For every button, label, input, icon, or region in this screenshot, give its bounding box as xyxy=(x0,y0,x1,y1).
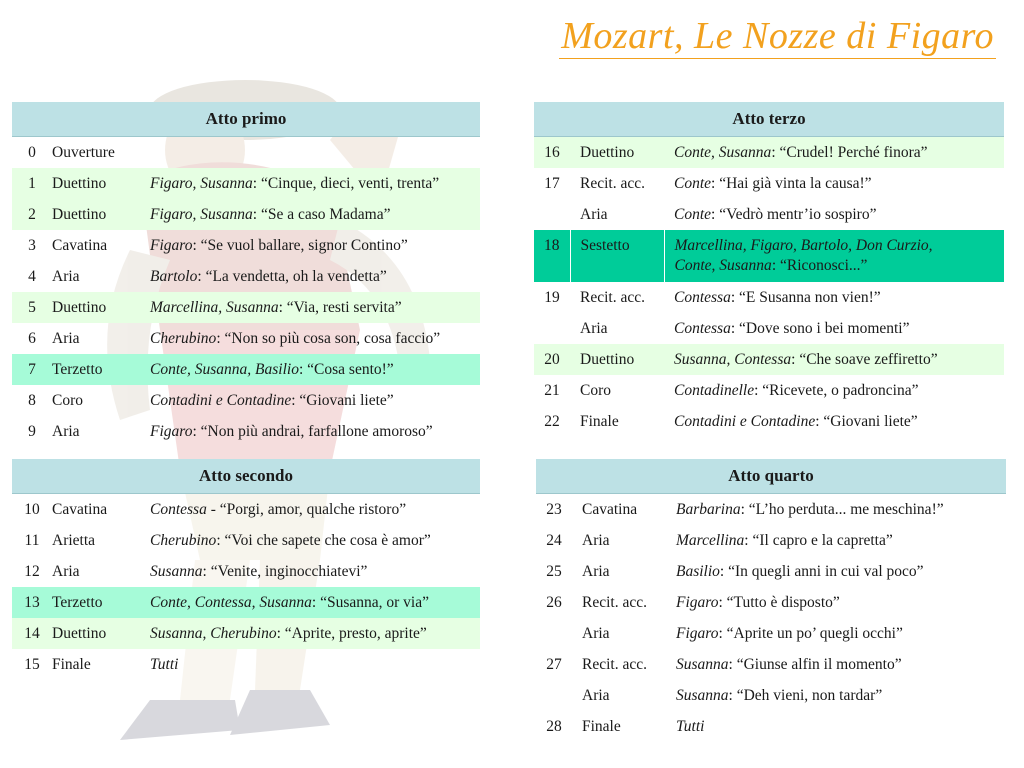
piece-title: “Via, resti servita” xyxy=(286,299,402,316)
description-cell: Bartolo: “La vendetta, oh la vendetta” xyxy=(150,268,387,285)
type-cell: Aria xyxy=(52,330,80,347)
number-cell: 3 xyxy=(28,237,36,254)
type-cell: Aria xyxy=(580,320,608,337)
type-cell: Aria xyxy=(580,206,608,223)
table-row xyxy=(536,618,1006,649)
piece-title: “Il capro e la capretta” xyxy=(752,532,893,549)
character-name: Cherubino xyxy=(150,330,217,347)
type-cell: Duettino xyxy=(52,618,150,649)
type-cell: Duettino xyxy=(570,344,664,375)
table-row xyxy=(12,416,480,447)
character-name: Bartolo xyxy=(150,268,198,285)
table-row xyxy=(12,354,480,385)
piece-title: “Cosa sento!” xyxy=(307,361,394,378)
piece-title: “Giovani liete” xyxy=(299,392,394,409)
act-two-table xyxy=(12,459,480,680)
type-cell: Coro xyxy=(52,392,83,409)
number-cell: 19 xyxy=(544,289,560,306)
character-name: Contadini e Contadine xyxy=(150,392,292,409)
character-name: Contadini e Contadine xyxy=(674,413,816,430)
piece-title: “In quegli anni in cui val poco” xyxy=(728,563,924,580)
table-row xyxy=(536,556,1006,587)
type-cell: Recit. acc. xyxy=(582,656,647,673)
character-name: Tutti xyxy=(676,718,705,735)
description-cell: Basilio: “In quegli anni in cui val poco” xyxy=(676,563,924,580)
character-name: Contadinelle xyxy=(674,382,755,399)
type-cell: Ouverture xyxy=(52,144,115,161)
piece-title: “Ricevete, o padroncina” xyxy=(762,382,919,399)
description-cell xyxy=(150,137,480,169)
number-cell: 8 xyxy=(28,392,36,409)
type-cell: Duettino xyxy=(52,292,150,323)
number-cell: 23 xyxy=(546,501,562,518)
piece-title: “La vendetta, oh la vendetta” xyxy=(205,268,387,285)
type-cell: Duettino xyxy=(52,199,150,230)
character-name: Conte, Contessa, Susanna xyxy=(150,594,312,611)
description-cell: Barbarina: “L’ho perduta... me meschina!” xyxy=(676,501,944,518)
table-row xyxy=(12,556,480,587)
description-cell: Susanna: “Deh vieni, non tardar” xyxy=(676,687,883,704)
character-name: Figaro, Susanna xyxy=(150,206,253,223)
character-name: Figaro, Susanna xyxy=(150,175,253,192)
table-row xyxy=(534,344,1004,375)
table-row xyxy=(534,375,1004,406)
piece-title: “Dove sono i bei momenti” xyxy=(739,320,910,337)
description-cell: Contadinelle: “Ricevete, o padroncina” xyxy=(674,382,919,399)
number-cell xyxy=(534,199,570,230)
description-cell: Conte: “Vedrò mentr’io sospiro” xyxy=(674,206,877,223)
piece-title: “Aprite, presto, aprite” xyxy=(284,625,427,642)
number-cell: 4 xyxy=(28,268,36,285)
table-row xyxy=(12,261,480,292)
table-row xyxy=(12,385,480,416)
description-cell: Susanna: “Venite, inginocchiatevi” xyxy=(150,563,368,580)
character-name: Contessa xyxy=(150,501,207,518)
character-name: Figaro xyxy=(676,625,719,642)
number-cell: 28 xyxy=(546,718,562,735)
piece-title: “Cinque, dieci, venti, trenta” xyxy=(260,175,440,192)
type-cell: Recit. acc. xyxy=(580,175,645,192)
character-name: Figaro xyxy=(150,237,193,254)
description-cell: Susanna: “Giunse alfin il momento” xyxy=(676,656,902,673)
description-cell: Figaro: “Aprite un po’ quegli occhi” xyxy=(676,625,903,642)
piece-title: “Giunse alfin il momento” xyxy=(736,656,902,673)
table-row xyxy=(12,168,480,199)
piece-title: “Aprite un po’ quegli occhi” xyxy=(726,625,903,642)
character-name: Cherubino xyxy=(150,532,217,549)
piece-title: “Non so più cosa son, cosa faccio” xyxy=(224,330,441,347)
type-cell: Sestetto xyxy=(570,230,664,282)
act-four-header: Atto quarto xyxy=(536,459,1006,494)
table-row xyxy=(536,711,1006,742)
type-cell: Cavatina xyxy=(52,237,108,254)
type-cell: Aria xyxy=(582,563,610,580)
table-row xyxy=(534,230,1004,282)
number-cell: 12 xyxy=(24,563,40,580)
piece-title: “L’ho perduta... me meschina!” xyxy=(748,501,944,518)
description-cell: Conte, Susanna: “Crudel! Perché finora” xyxy=(664,137,1004,169)
number-cell xyxy=(536,618,572,649)
type-cell: Recit. acc. xyxy=(582,594,647,611)
number-cell xyxy=(536,680,572,711)
character-name: Tutti xyxy=(150,656,179,673)
description-cell: Contadini e Contadine: “Giovani liete” xyxy=(674,413,918,430)
piece-title: “Che soave zeffiretto” xyxy=(799,351,938,368)
act-one-table xyxy=(12,102,480,447)
piece-title: “Voi che sapete che cosa è amor” xyxy=(224,532,431,549)
number-cell: 25 xyxy=(546,563,562,580)
number-cell: 9 xyxy=(28,423,36,440)
table-row xyxy=(12,199,480,230)
description-cell: Marcellina: “Il capro e la capretta” xyxy=(676,532,893,549)
number-cell: 10 xyxy=(24,501,40,518)
act-three-header: Atto terzo xyxy=(534,102,1004,137)
number-cell: 17 xyxy=(544,175,560,192)
type-cell: Finale xyxy=(52,656,91,673)
type-cell: Finale xyxy=(580,413,619,430)
table-row xyxy=(534,406,1004,437)
description-cell: Contessa - “Porgi, amor, qualche ristoro” xyxy=(150,501,407,518)
type-cell: Cavatina xyxy=(582,501,638,518)
act-one-header: Atto primo xyxy=(12,102,480,137)
character-name: Marcellina, Figaro, Bartolo, Don Curzio, xyxy=(674,237,933,254)
description-cell: Conte, Susanna, Basilio: “Cosa sento!” xyxy=(150,354,480,385)
character-name: Contessa xyxy=(674,289,731,306)
table-row xyxy=(534,313,1004,344)
description-cell: Figaro: “Non più andrai, farfallone amoroso” xyxy=(150,423,433,440)
type-cell: Terzetto xyxy=(52,354,150,385)
description-cell: Figaro: “Tutto è disposto” xyxy=(676,594,840,611)
table-row xyxy=(536,587,1006,618)
piece-title: “Deh vieni, non tardar” xyxy=(736,687,883,704)
character-name: Susanna xyxy=(676,656,729,673)
number-cell: 15 xyxy=(24,656,40,673)
character-name: Susanna xyxy=(150,563,203,580)
character-name: Conte xyxy=(674,175,712,192)
type-cell: Aria xyxy=(52,268,80,285)
table-row xyxy=(534,282,1004,313)
description-cell xyxy=(666,711,1006,742)
piece-title: “Venite, inginocchiatevi” xyxy=(210,563,368,580)
description-cell: Marcellina, Figaro, Bartolo, Don Curzio, Conte, Susanna: “Riconosci...” xyxy=(664,230,1004,282)
piece-title: “Riconosci...” xyxy=(780,257,868,274)
description-cell: Cherubino: “Voi che sapete che cosa è amor” xyxy=(150,532,431,549)
table-row xyxy=(534,168,1004,199)
number-cell: 24 xyxy=(546,532,562,549)
table-row xyxy=(12,618,480,649)
description-cell: Contadini e Contadine: “Giovani liete” xyxy=(150,392,394,409)
table-row xyxy=(12,587,480,618)
description-cell: Contessa: “E Susanna non vien!” xyxy=(674,289,881,306)
number-cell: 6 xyxy=(28,330,36,347)
number-cell: 7 xyxy=(12,354,52,385)
description-cell: Susanna, Contessa: “Che soave zeffiretto” xyxy=(664,344,1004,375)
piece-title: “Giovani liete” xyxy=(823,413,918,430)
type-cell: Recit. acc. xyxy=(580,289,645,306)
type-cell: Coro xyxy=(580,382,611,399)
table-row xyxy=(536,649,1006,680)
description-cell: Contessa: “Dove sono i bei momenti” xyxy=(674,320,910,337)
table-row xyxy=(536,680,1006,711)
table-row xyxy=(536,525,1006,556)
table-row xyxy=(12,230,480,261)
number-cell: 26 xyxy=(546,594,562,611)
number-cell: 27 xyxy=(546,656,562,673)
description-cell: Figaro: “Se vuol ballare, signor Contino” xyxy=(150,237,408,254)
number-cell xyxy=(534,313,570,344)
character-name: Conte xyxy=(674,206,712,223)
number-cell: 11 xyxy=(24,532,40,549)
piece-title: “Non più andrai, farfallone amoroso” xyxy=(200,423,433,440)
type-cell: Arietta xyxy=(52,532,96,549)
number-cell: 22 xyxy=(544,413,560,430)
table-row xyxy=(12,137,480,169)
number-cell: 16 xyxy=(534,137,570,169)
description-cell: Conte, Contessa, Susanna: “Susanna, or via” xyxy=(150,587,480,618)
table-row xyxy=(534,199,1004,230)
number-cell: 5 xyxy=(12,292,52,323)
table-row xyxy=(12,494,480,526)
character-name: Susanna, Cherubino xyxy=(150,625,277,642)
description-cell: Figaro, Susanna: “Cinque, dieci, venti, trenta” xyxy=(150,168,480,199)
type-cell: Aria xyxy=(52,563,80,580)
piece-title: “Porgi, amor, qualche ristoro” xyxy=(219,501,407,518)
type-cell: Terzetto xyxy=(52,587,150,618)
type-cell: Duettino xyxy=(52,168,150,199)
table-row xyxy=(536,494,1006,526)
piece-title: “Hai già vinta la causa!” xyxy=(719,175,872,192)
act-three-table xyxy=(534,102,1004,437)
table-row xyxy=(534,137,1004,169)
piece-title: “Se a caso Madama” xyxy=(260,206,391,223)
description-cell: Susanna, Cherubino: “Aprite, presto, aprite” xyxy=(150,618,480,649)
act-four-table xyxy=(536,459,1006,742)
type-cell: Duettino xyxy=(570,137,664,169)
number-cell: 0 xyxy=(28,144,36,161)
page-title: Mozart, Le Nozze di Figaro xyxy=(561,15,994,57)
character-name: Barbarina xyxy=(676,501,741,518)
description-cell: Marcellina, Susanna: “Via, resti servita” xyxy=(150,292,480,323)
type-cell: Aria xyxy=(582,625,610,642)
table-row xyxy=(12,292,480,323)
character-name: Susanna, Contessa xyxy=(674,351,792,368)
number-cell: 18 xyxy=(534,230,570,282)
table-row xyxy=(12,323,480,354)
description-cell: Conte: “Hai già vinta la causa!” xyxy=(674,175,872,192)
act-two-header: Atto secondo xyxy=(12,459,480,494)
number-cell: 14 xyxy=(12,618,52,649)
character-name: Contessa xyxy=(674,320,731,337)
description-cell: Figaro, Susanna: “Se a caso Madama” xyxy=(150,199,480,230)
piece-title: “Tutto è disposto” xyxy=(726,594,840,611)
number-cell: 1 xyxy=(12,168,52,199)
piece-title: “Crudel! Perché finora” xyxy=(779,144,928,161)
character-name: Conte, Susanna, Basilio xyxy=(150,361,299,378)
type-cell: Finale xyxy=(582,718,621,735)
number-cell: 20 xyxy=(534,344,570,375)
type-cell: Aria xyxy=(52,423,80,440)
table-row xyxy=(12,525,480,556)
piece-title: “Vedrò mentr’io sospiro” xyxy=(719,206,877,223)
type-cell: Aria xyxy=(582,532,610,549)
character-name: Figaro xyxy=(676,594,719,611)
description-cell: Cherubino: “Non so più cosa son, cosa faccio” xyxy=(150,330,441,347)
description-cell xyxy=(150,649,480,680)
number-cell: 2 xyxy=(12,199,52,230)
piece-title: “E Susanna non vien!” xyxy=(739,289,881,306)
type-cell: Aria xyxy=(582,687,610,704)
character-name: Basilio xyxy=(676,563,720,580)
number-cell: 13 xyxy=(12,587,52,618)
character-name: Conte, Susanna xyxy=(674,257,772,274)
number-cell: 21 xyxy=(544,382,560,399)
character-name: Susanna xyxy=(676,687,729,704)
piece-title: “Se vuol ballare, signor Contino” xyxy=(200,237,408,254)
character-name: Marcellina xyxy=(676,532,745,549)
piece-title: “Susanna, or via” xyxy=(320,594,429,611)
character-name: Conte, Susanna xyxy=(674,144,772,161)
character-name: Figaro xyxy=(150,423,193,440)
type-cell: Cavatina xyxy=(52,501,108,518)
character-name: Marcellina, Susanna xyxy=(150,299,279,316)
table-row xyxy=(12,649,480,680)
